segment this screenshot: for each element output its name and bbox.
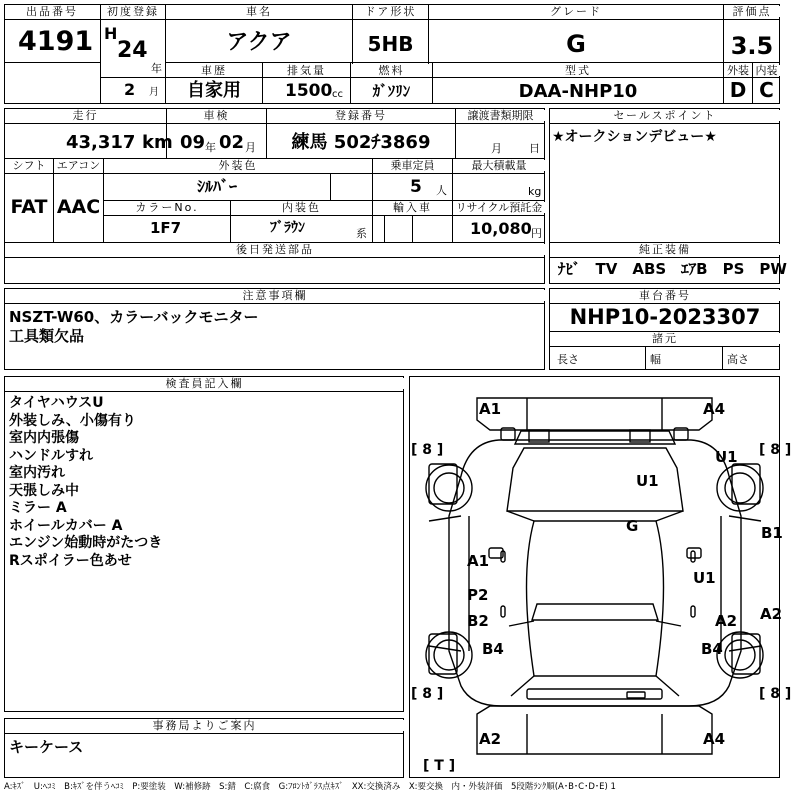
load-label: 最大積載量 <box>453 160 545 171</box>
color-no-value: 1F7 <box>150 219 182 237</box>
length-label: 長さ <box>557 353 579 366</box>
score-value: 3.5 <box>730 32 774 60</box>
fuel-value: ｶﾞｿﾘﾝ <box>372 82 411 100</box>
mark-p2-left: P2 <box>467 586 489 604</box>
door-label: ドア形状 <box>353 6 428 17</box>
equipment-label: 純正装備 <box>550 244 780 255</box>
later-parts-label: 後日発送部品 <box>5 244 545 255</box>
mark-u1-roof: U1 <box>636 472 659 490</box>
grade-label: グレード <box>429 6 723 17</box>
import-label: 輸入車 <box>373 202 452 213</box>
inspector-label: 検査員記入欄 <box>5 378 404 389</box>
inspector-line: 外装しみ、小傷有り <box>9 412 136 429</box>
front-bumper-outline <box>477 398 712 430</box>
shift-value: FAT <box>10 196 48 218</box>
office-value: キーケース <box>9 738 84 756</box>
mark-a2-right-door: A2 <box>715 612 738 630</box>
chassis-value: NHP10-2023307 <box>569 305 761 329</box>
grade-value: G <box>566 30 586 58</box>
recycle-label: リサイクル預託金 <box>453 202 545 213</box>
insp-year-unit: 年 <box>205 141 216 154</box>
reg-no-label: 登録番号 <box>267 110 455 121</box>
displacement-value: 1500 <box>285 81 333 101</box>
lot-no-label: 出品番号 <box>5 6 99 17</box>
yen-unit: 円 <box>531 227 542 240</box>
reg-no-value: 練馬 502ﾁ3869 <box>291 132 431 153</box>
km-unit: km <box>142 132 173 153</box>
transfer-month-unit: 月 <box>491 142 502 155</box>
equipment-value: ﾅﾋﾞ TV ABS ｴｱB PS PW <box>558 260 787 278</box>
tire-mark-rear-right: [ 8 ] <box>759 686 792 702</box>
mark-b4-right: B4 <box>701 640 723 658</box>
mark-b4-left: B4 <box>482 640 504 658</box>
reg-year-value: 24 <box>117 38 148 63</box>
chassis-label: 車台番号 <box>550 290 780 301</box>
sales-point-label: セールスポイント <box>550 110 780 121</box>
displacement-label: 排気量 <box>263 65 350 76</box>
notes-label: 注意事項欄 <box>5 290 545 301</box>
fuel-label: 燃料 <box>351 65 432 76</box>
tire-mark-front-left: [ 8 ] <box>411 442 444 458</box>
cc-unit: cc <box>332 89 343 100</box>
model-label: 型式 <box>433 65 723 76</box>
mark-a4-front: A4 <box>703 400 726 418</box>
mileage-value: 43,317 <box>66 132 136 153</box>
transfer-label: 譲渡書類期限 <box>456 110 545 121</box>
notes-line: NSZT-W60、カラーバックモニター <box>9 308 259 326</box>
shift-label: シフト <box>5 160 53 171</box>
inspector-line: エンジン始動時がたつき <box>9 535 163 551</box>
first-reg-label: 初度登録 <box>101 6 165 17</box>
lot-no-value: 4191 <box>18 26 94 57</box>
office-label: 事務局よりご案内 <box>5 720 404 731</box>
era-value: H <box>104 24 118 43</box>
mark-a4-rear: A4 <box>703 730 726 748</box>
history-value: 自家用 <box>187 80 241 101</box>
mileage-label: 走行 <box>5 110 166 121</box>
height-label: 高さ <box>727 353 749 366</box>
exterior-value: D <box>729 78 747 102</box>
inspector-line: 室内内張傷 <box>9 430 79 446</box>
inspector-line: 室内汚れ <box>9 465 65 481</box>
history-label: 車歴 <box>166 65 262 76</box>
capacity-value: 5 <box>410 177 422 197</box>
ext-color-value: ｼﾙﾊﾞｰ <box>196 177 237 196</box>
width-label: 幅 <box>650 353 661 366</box>
sales-point-value: ★オークションデビュー★ <box>552 129 717 145</box>
trunk-mark: [ T ] <box>423 758 456 774</box>
roof-outline <box>527 521 664 676</box>
month-unit: 月 <box>149 87 159 98</box>
door-value: 5HB <box>367 32 414 56</box>
interior-label: 内装 <box>753 65 780 76</box>
year-unit: 年 <box>151 62 162 75</box>
car-name-label: 車名 <box>166 6 352 17</box>
mark-a1-left-door: A1 <box>467 552 490 570</box>
inspector-line: 天張しみ中 <box>9 482 79 499</box>
aircon-label: エアコン <box>54 160 103 171</box>
person-unit: 人 <box>436 184 447 197</box>
mark-b1-right-fender: B1 <box>761 524 783 542</box>
reg-month-value: 2 <box>124 80 136 99</box>
transfer-day-unit: 日 <box>529 142 540 155</box>
inspector-line: Rスポイラー色あせ <box>9 552 132 569</box>
capacity-label: 乗車定員 <box>373 160 452 171</box>
mark-u1-top-right: U1 <box>715 448 738 466</box>
kg-unit: kg <box>528 185 542 198</box>
int-color-value: ﾌﾞﾗｳﾝ <box>270 220 305 236</box>
inspector-line: ミラー A <box>9 500 67 516</box>
inspection-month: 02 <box>219 132 245 153</box>
kei-unit: 系 <box>356 227 367 240</box>
notes-line: 工具類欠品 <box>9 327 85 345</box>
mark-b2-left: B2 <box>467 612 489 630</box>
insp-month-unit: 月 <box>245 141 256 154</box>
inspector-line: タイヤハウスU <box>9 395 104 411</box>
mark-g-hood: G <box>626 517 639 535</box>
car-diagram <box>409 376 792 778</box>
inspector-line: ハンドルすれ <box>9 447 93 464</box>
specs-label: 諸元 <box>550 333 780 344</box>
inspection-year: 09 <box>180 132 206 153</box>
inspection-label: 車検 <box>167 110 266 121</box>
mark-a1-front: A1 <box>479 400 502 418</box>
model-value: DAA-NHP10 <box>518 81 638 102</box>
inspector-comments <box>9 395 162 570</box>
exterior-label: 外装 <box>724 65 752 76</box>
mark-a2-right-quarter: A2 <box>760 605 783 623</box>
car-name-value: アクア <box>226 30 292 55</box>
recycle-value: 10,080 <box>470 219 532 238</box>
interior-value: C <box>759 78 774 102</box>
tire-mark-front-right: [ 8 ] <box>759 442 792 458</box>
legend-text: A:ｷｽﾞ U:ﾍｺﾐ B:ｷｽﾞを伴うﾍｺﾐ P:要塗装 W:補修跡 S:錆 C:腐食 G:ﾌﾛﾝﾄｶﾞﾗｽ点ｷｽﾞ XX:交換済み X:要交換 内・外装評価 5段階ﾗﾝｸ順(A･B･C･D･E) 1 <box>4 782 616 792</box>
rear-window-outline <box>532 604 658 620</box>
score-label: 評価点 <box>724 6 780 17</box>
mark-a2-rear: A2 <box>479 730 502 748</box>
tire-mark-rear-left: [ 8 ] <box>411 686 444 702</box>
ext-color-label: 外装色 <box>104 160 372 171</box>
int-color-label: 内装色 <box>231 202 372 213</box>
color-no-label: カラーNo. <box>104 202 230 213</box>
rear-bumper-outline <box>477 706 712 754</box>
inspector-line: ホイールカバー A <box>9 517 123 534</box>
mark-u1-right-door: U1 <box>693 569 716 587</box>
aircon-value: AAC <box>56 196 101 218</box>
